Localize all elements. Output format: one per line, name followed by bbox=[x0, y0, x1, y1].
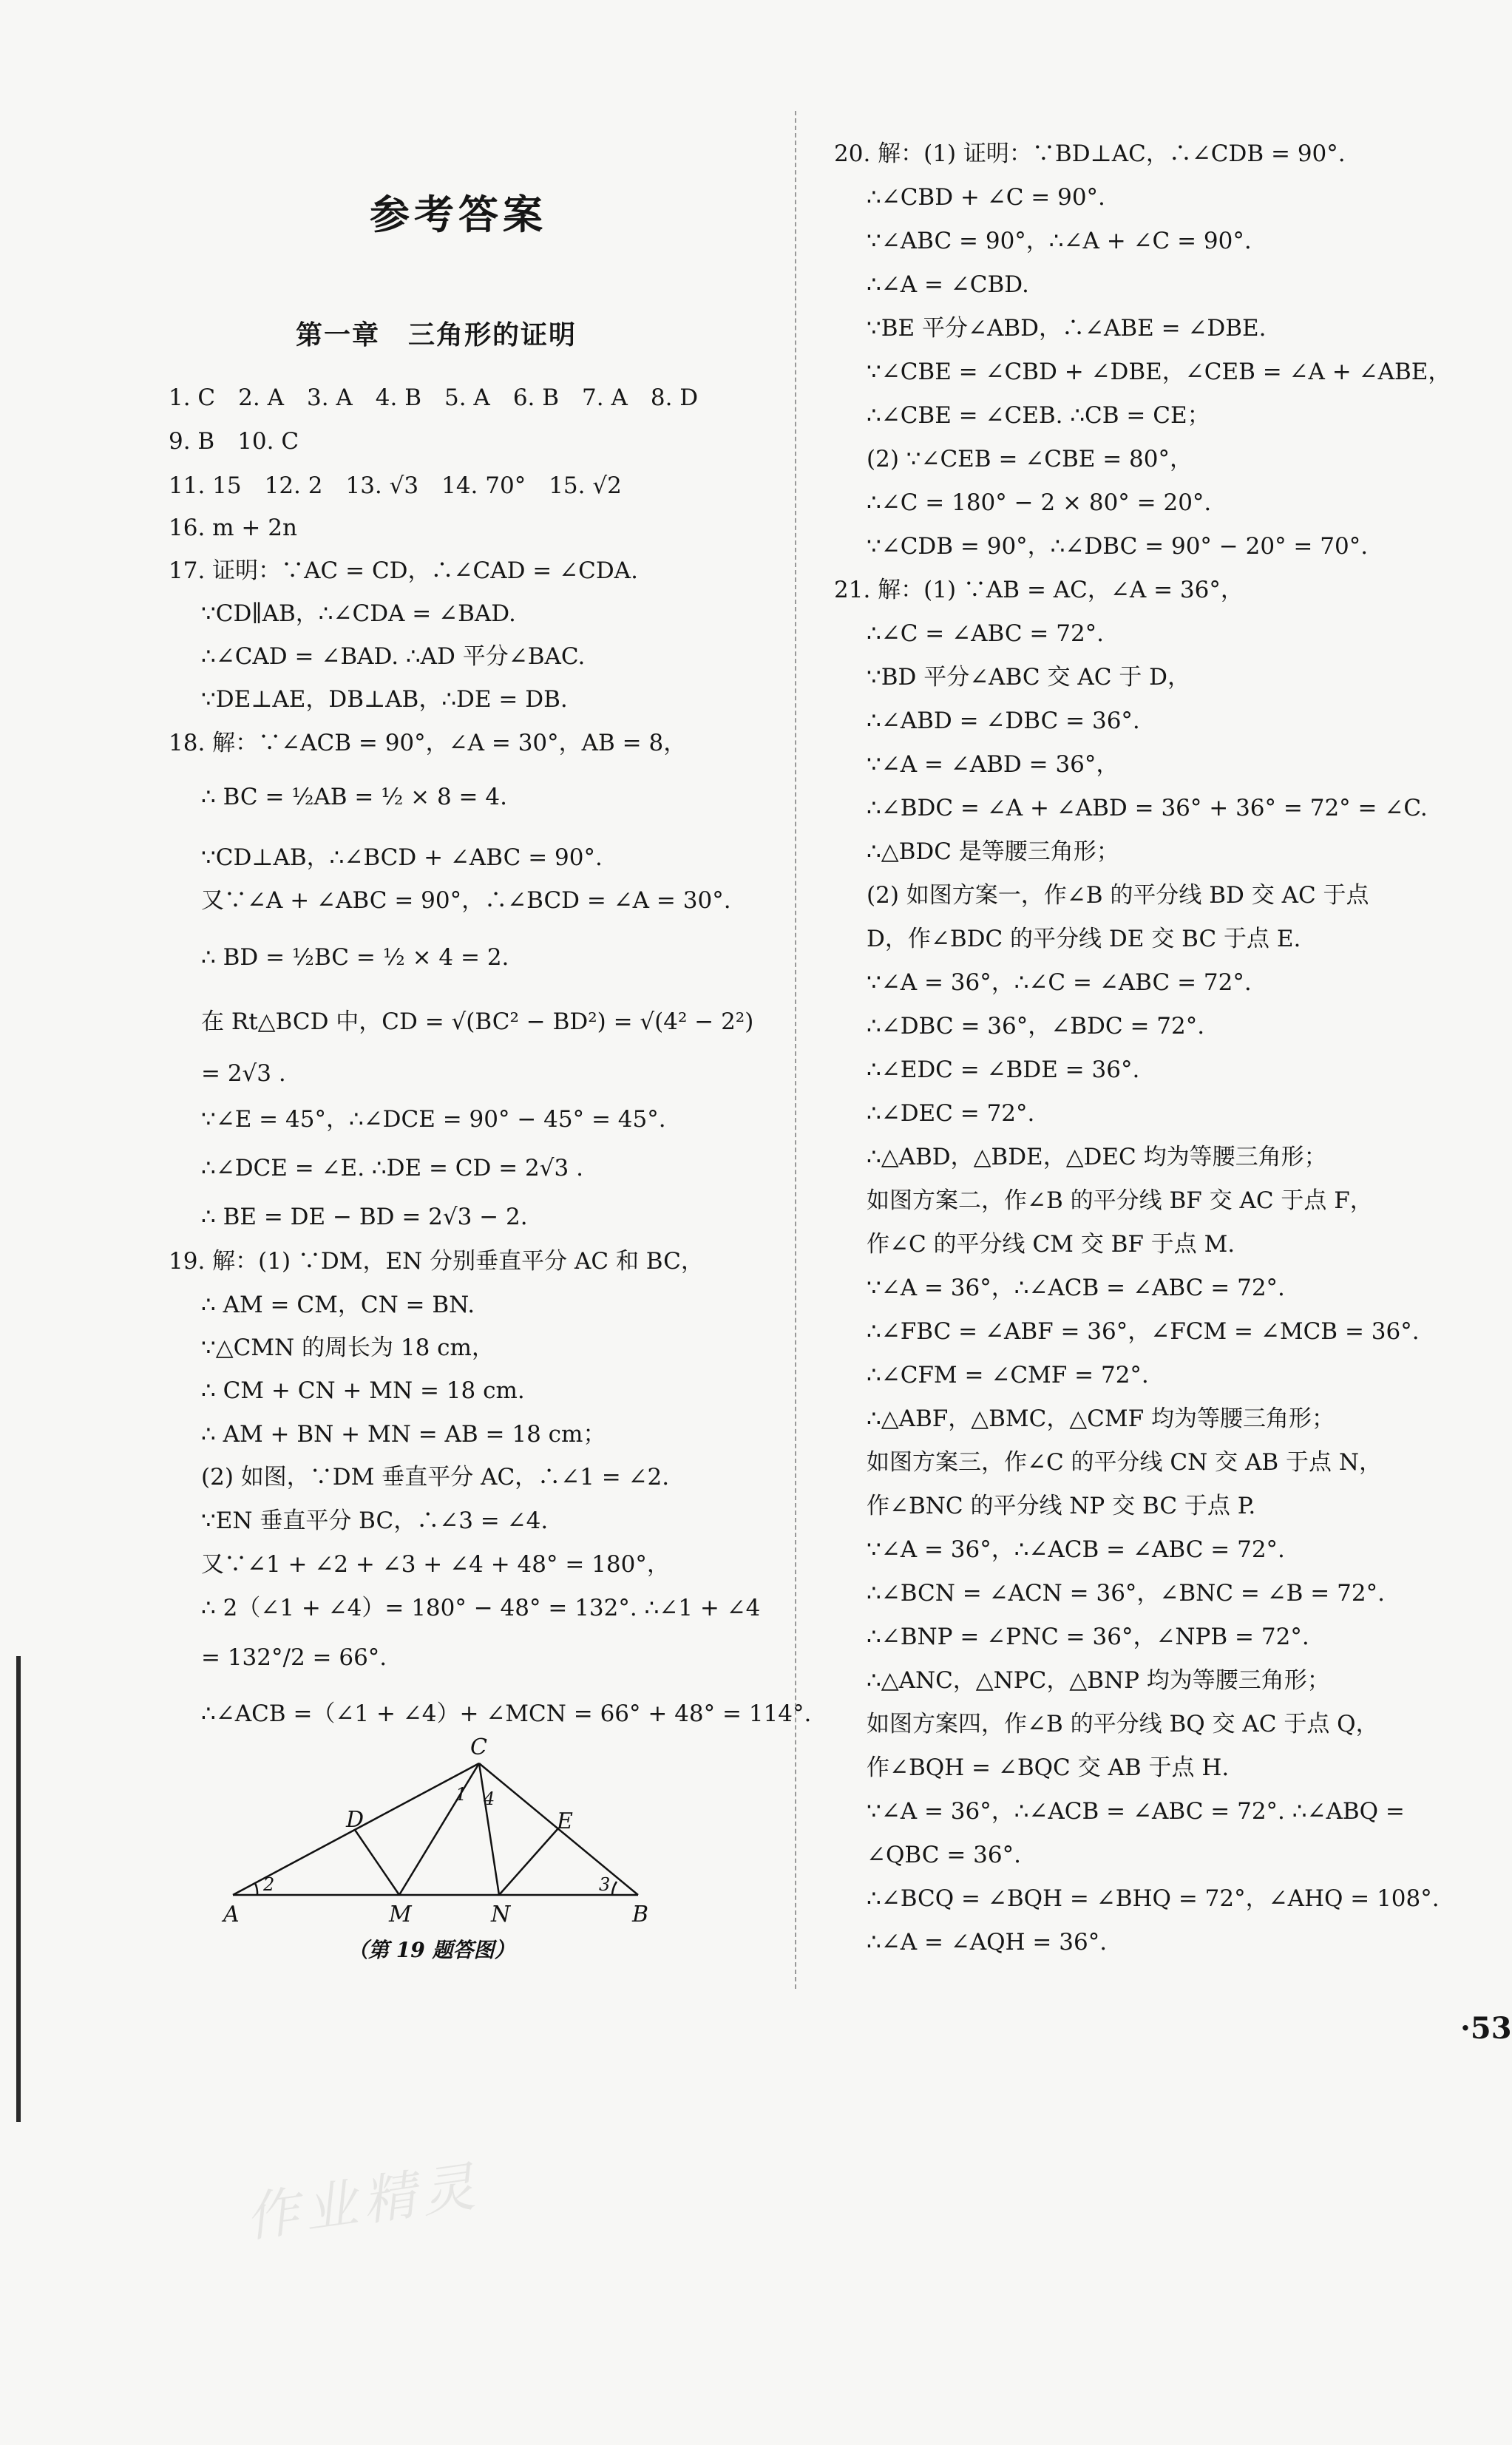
answer-line: ∴∠BDC = ∠A + ∠ABD = 36° + 36° = 72° = ∠C. bbox=[867, 795, 1428, 821]
binding-edge bbox=[16, 1656, 21, 2122]
watermark: 作业精灵 bbox=[241, 2154, 485, 2249]
answer-line: ∴∠DEC = 72°. bbox=[867, 1100, 1035, 1127]
answer-line: ∴△BDC 是等腰三角形； bbox=[867, 838, 1119, 865]
answer-line: 如图方案二，作∠B 的平分线 BF 交 AC 于点 F， bbox=[867, 1187, 1373, 1214]
answer-line: (2) 如图方案一，作∠B 的平分线 BD 交 AC 于点 bbox=[867, 882, 1369, 909]
page-title: 参考答案 bbox=[370, 191, 547, 238]
triangle-diagram bbox=[214, 1734, 658, 1970]
answer-line: ∴△ABD，△BDE，△DEC 均为等腰三角形； bbox=[867, 1144, 1327, 1170]
answer-line: 18. 解：∵∠ACB = 90°，∠A = 30°，AB = 8， bbox=[169, 730, 687, 756]
answer-line: ∴△ABF，△BMC，△CMF 均为等腰三角形； bbox=[867, 1405, 1335, 1432]
answer-line: ∵EN 垂直平分 BC，∴∠3 = ∠4. bbox=[201, 1508, 549, 1534]
answer-line: ∴∠C = ∠ABC = 72°. bbox=[867, 620, 1105, 647]
answer-line: 作∠C 的平分线 CM 交 BF 于点 M. bbox=[867, 1231, 1235, 1258]
column-divider bbox=[795, 111, 796, 1989]
answer-line: ∴ BE = DE − BD = 2√3 − 2. bbox=[201, 1204, 528, 1230]
answer-line: ∵△CMN 的周长为 18 cm， bbox=[201, 1335, 495, 1361]
answer-line: ∵CD⊥AB，∴∠BCD + ∠ABC = 90°. bbox=[201, 844, 603, 871]
answer-line: ∴ 2（∠1 + ∠4）= 180° − 48° = 132°. ∴∠1 + ∠4 bbox=[201, 1595, 761, 1621]
point-label: A bbox=[223, 1902, 240, 1927]
answer-line: 1. C 2. A 3. A 4. B 5. A 6. B 7. A 8. D bbox=[169, 384, 699, 411]
point-label: E bbox=[557, 1808, 573, 1834]
angle-arc-3 bbox=[612, 1882, 617, 1895]
answer-line: ∵∠E = 45°，∴∠DCE = 90° − 45° = 45°. bbox=[201, 1106, 666, 1133]
answer-line: 如图方案四，作∠B 的平分线 BQ 交 AC 于点 Q， bbox=[867, 1711, 1379, 1737]
answer-line: ∴ AM = CM，CN = BN. bbox=[201, 1292, 475, 1318]
angle-label: 4 bbox=[484, 1788, 495, 1809]
answer-line: ∵∠A = ∠ABD = 36°， bbox=[867, 751, 1119, 778]
answer-line: ∴∠CFM = ∠CMF = 72°. bbox=[867, 1362, 1149, 1388]
answer-line: ∴∠CBD + ∠C = 90°. bbox=[867, 184, 1105, 211]
answer-line: 9. B 10. C bbox=[169, 428, 299, 455]
answer-line: ∴△ANC，△NPC，△BNP 均为等腰三角形； bbox=[867, 1667, 1330, 1694]
answer-line: ∵BE 平分∠ABD，∴∠ABE = ∠DBE. bbox=[867, 315, 1267, 342]
answer-line: 11. 15 12. 2 13. √3 14. 70° 15. √2 bbox=[169, 472, 622, 499]
angle-label: 1 bbox=[455, 1784, 467, 1805]
answer-line: ∴ AM + BN + MN = AB = 18 cm； bbox=[201, 1421, 606, 1448]
answer-line: ∴∠CBE = ∠CEB. ∴CB = CE； bbox=[867, 402, 1210, 429]
point-label: B bbox=[632, 1902, 649, 1927]
answer-line: ∴∠FBC = ∠ABF = 36°，∠FCM = ∠MCB = 36°. bbox=[867, 1318, 1420, 1345]
segment-cm bbox=[399, 1763, 479, 1895]
answer-line: ∴ BC = ½AB = ½ × 8 = 4. bbox=[201, 784, 507, 810]
answer-line: = 2√3 . bbox=[201, 1060, 286, 1087]
segment-dm bbox=[355, 1830, 399, 1895]
answer-line: ∴∠A = ∠CBD. bbox=[867, 271, 1029, 298]
answer-line: 又∵∠1 + ∠2 + ∠3 + ∠4 + 48° = 180°， bbox=[201, 1551, 670, 1578]
answer-line: ∵DE⊥AE，DB⊥AB，∴DE = DB. bbox=[201, 686, 568, 713]
answer-line: ∵∠A = 36°，∴∠ACB = ∠ABC = 72°. ∴∠ABQ = bbox=[867, 1798, 1405, 1825]
segment-en bbox=[499, 1828, 558, 1895]
answer-line: 作∠BQH = ∠BQC 交 AB 于点 H. bbox=[867, 1754, 1230, 1781]
answer-line: 17. 证明：∵AC = CD，∴∠CAD = ∠CDA. bbox=[169, 557, 638, 584]
answer-line: ∴∠EDC = ∠BDE = 36°. bbox=[867, 1057, 1140, 1083]
answer-line: ∴∠C = 180° − 2 × 80° = 20°. bbox=[867, 489, 1212, 516]
answer-line: ∴ BD = ½BC = ½ × 4 = 2. bbox=[201, 944, 509, 971]
point-label: D bbox=[346, 1807, 365, 1833]
answer-line: ∵∠A = 36°，∴∠C = ∠ABC = 72°. bbox=[867, 969, 1252, 996]
answer-line: ∴∠BCQ = ∠BQH = ∠BHQ = 72°，∠AHQ = 108°. bbox=[867, 1885, 1440, 1912]
answer-line: ∵∠CBE = ∠CBD + ∠DBE，∠CEB = ∠A + ∠ABE， bbox=[867, 359, 1451, 385]
answer-line: ∴∠ACB =（∠1 + ∠4）+ ∠MCN = 66° + 48° = 114°. bbox=[201, 1700, 812, 1727]
answer-line: 又∵∠A + ∠ABC = 90°，∴∠BCD = ∠A = 30°. bbox=[201, 887, 731, 914]
answer-line: 21. 解：(1) ∵AB = AC，∠A = 36°， bbox=[834, 577, 1244, 603]
point-label: C bbox=[470, 1734, 487, 1760]
answer-line: ∵∠CDB = 90°，∴∠DBC = 90° − 20° = 70°. bbox=[867, 533, 1369, 560]
chapter-title: 第一章 三角形的证明 bbox=[296, 319, 577, 350]
answer-line: 作∠BNC 的平分线 NP 交 BC 于点 P. bbox=[867, 1493, 1256, 1519]
figure-caption: （第 19 题答图） bbox=[348, 1938, 515, 1962]
answer-line: ∠QBC = 36°. bbox=[867, 1842, 1021, 1868]
answer-line: (2) ∵∠CEB = ∠CBE = 80°， bbox=[867, 446, 1193, 472]
answer-line: ∵∠ABC = 90°，∴∠A + ∠C = 90°. bbox=[867, 228, 1252, 254]
answer-line: ∵CD∥AB，∴∠CDA = ∠BAD. bbox=[201, 600, 516, 627]
answer-line: ∴∠BNP = ∠PNC = 36°，∠NPB = 72°. bbox=[867, 1624, 1309, 1650]
answer-line: ∴∠A = ∠AQH = 36°. bbox=[867, 1929, 1108, 1956]
answer-line: 在 Rt△BCD 中，CD = √(BC² − BD²) = √(4² − 2²) bbox=[201, 1008, 754, 1035]
answer-line: ∵∠A = 36°，∴∠ACB = ∠ABC = 72°. bbox=[867, 1275, 1285, 1301]
answer-line: ∴∠CAD = ∠BAD. ∴AD 平分∠BAC. bbox=[201, 643, 586, 670]
answer-line: ∴∠ABD = ∠DBC = 36°. bbox=[867, 708, 1140, 734]
answer-line: ∴∠DCE = ∠E. ∴DE = CD = 2√3 . bbox=[201, 1155, 583, 1181]
answer-line: 如图方案三，作∠C 的平分线 CN 交 AB 于点 N， bbox=[867, 1449, 1382, 1476]
page-number: ·53 bbox=[1460, 2011, 1512, 2046]
answer-line: (2) 如图，∵DM 垂直平分 AC，∴∠1 = ∠2. bbox=[201, 1464, 670, 1491]
answer-line: D，作∠BDC 的平分线 DE 交 BC 于点 E. bbox=[867, 926, 1301, 952]
answer-line: ∵∠A = 36°，∴∠ACB = ∠ABC = 72°. bbox=[867, 1536, 1285, 1563]
figure-19 bbox=[214, 1734, 658, 1970]
segment-cn bbox=[479, 1763, 499, 1895]
answer-line: = 132°/2 = 66°. bbox=[201, 1644, 387, 1671]
answer-line: 16. m + 2n bbox=[169, 515, 297, 541]
answer-line: ∴∠BCN = ∠ACN = 36°，∠BNC = ∠B = 72°. bbox=[867, 1580, 1385, 1607]
angle-label: 3 bbox=[599, 1874, 611, 1895]
angle-arc-2 bbox=[255, 1883, 257, 1895]
answer-line: 19. 解：(1) ∵DM，EN 分别垂直平分 AC 和 BC， bbox=[169, 1248, 704, 1275]
angle-label: 2 bbox=[263, 1874, 275, 1895]
point-label: M bbox=[389, 1902, 412, 1927]
answer-line: 20. 解：(1) 证明：∵BD⊥AC，∴∠CDB = 90°. bbox=[834, 140, 1346, 167]
answer-line: ∵BD 平分∠ABC 交 AC 于 D， bbox=[867, 664, 1191, 691]
point-label: N bbox=[491, 1902, 511, 1927]
answer-line: ∴∠DBC = 36°，∠BDC = 72°. bbox=[867, 1013, 1205, 1040]
answer-line: ∴ CM + CN + MN = 18 cm. bbox=[201, 1377, 525, 1404]
